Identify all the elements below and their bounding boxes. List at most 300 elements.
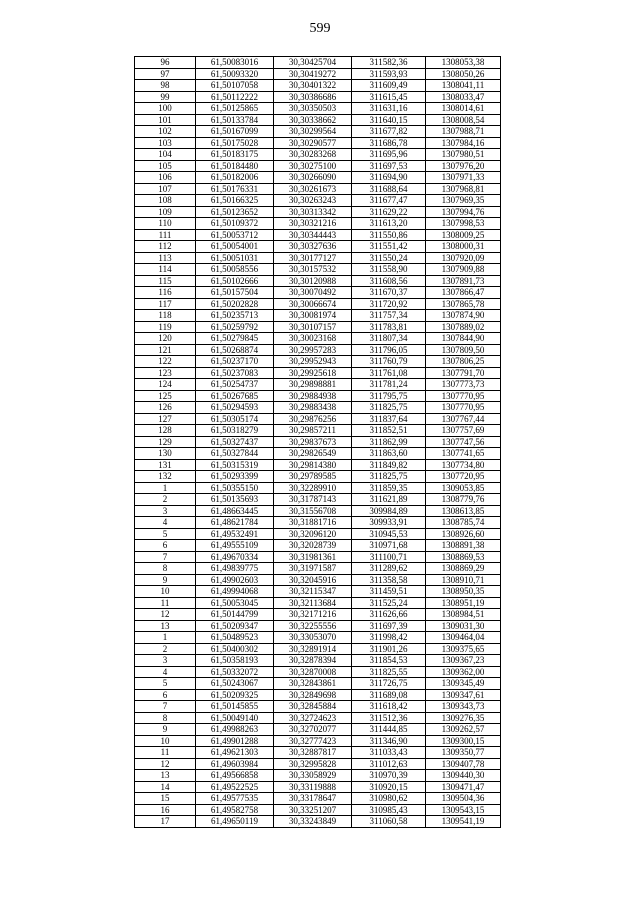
y-coordinate-cell: 1307988,71 — [426, 126, 501, 138]
point-number-cell: 2 — [135, 494, 196, 506]
latitude-cell: 61,50318279 — [196, 425, 274, 437]
table-row — [135, 655, 501, 667]
y-coordinate-cell: 1308891,38 — [426, 540, 501, 552]
point-number-cell: 98 — [135, 80, 196, 92]
latitude-cell: 61,50109372 — [196, 218, 274, 230]
y-coordinate-cell: 1308008,54 — [426, 114, 501, 126]
longitude-cell: 30,30350503 — [274, 103, 352, 115]
longitude-cell: 30,31881716 — [274, 517, 352, 529]
x-coordinate-cell: 311694,90 — [352, 172, 426, 184]
longitude-cell: 30,30157532 — [274, 264, 352, 276]
point-number-cell: 8 — [135, 712, 196, 724]
x-coordinate-cell: 311796,05 — [352, 344, 426, 356]
x-coordinate-cell: 311626,66 — [352, 609, 426, 621]
x-coordinate-cell: 311346,90 — [352, 735, 426, 747]
latitude-cell: 61,50209325 — [196, 689, 274, 701]
x-coordinate-cell: 311629,22 — [352, 206, 426, 218]
latitude-cell: 61,50332072 — [196, 666, 274, 678]
x-coordinate-cell: 309933,91 — [352, 517, 426, 529]
table-row — [135, 666, 501, 678]
y-coordinate-cell: 1308050,26 — [426, 68, 501, 80]
point-number-cell: 10 — [135, 586, 196, 598]
x-coordinate-cell: 311686,78 — [352, 137, 426, 149]
latitude-cell: 61,49555109 — [196, 540, 274, 552]
longitude-cell: 30,29857211 — [274, 425, 352, 437]
latitude-cell: 61,50133784 — [196, 114, 274, 126]
x-coordinate-cell: 311670,37 — [352, 287, 426, 299]
table-row — [135, 735, 501, 747]
latitude-cell: 61,50209347 — [196, 620, 274, 632]
x-coordinate-cell: 311550,86 — [352, 229, 426, 241]
point-number-cell: 126 — [135, 402, 196, 414]
latitude-cell: 61,49577535 — [196, 793, 274, 805]
table-row — [135, 804, 501, 816]
point-number-cell: 8 — [135, 563, 196, 575]
point-number-cell: 123 — [135, 367, 196, 379]
y-coordinate-cell: 1307968,81 — [426, 183, 501, 195]
point-number-cell: 101 — [135, 114, 196, 126]
table-row — [135, 563, 501, 575]
table-row — [135, 609, 501, 621]
point-number-cell: 96 — [135, 57, 196, 69]
latitude-cell: 61,49621303 — [196, 747, 274, 759]
x-coordinate-cell: 311677,82 — [352, 126, 426, 138]
latitude-cell: 61,50182006 — [196, 172, 274, 184]
table-row — [135, 597, 501, 609]
latitude-cell: 61,50176331 — [196, 183, 274, 195]
y-coordinate-cell: 1309347,61 — [426, 689, 501, 701]
point-number-cell: 4 — [135, 666, 196, 678]
latitude-cell: 61,50327437 — [196, 436, 274, 448]
y-coordinate-cell: 1307984,16 — [426, 137, 501, 149]
point-number-cell: 117 — [135, 298, 196, 310]
table-row — [135, 505, 501, 517]
x-coordinate-cell: 311807,34 — [352, 333, 426, 345]
table-row — [135, 482, 501, 494]
table-row — [135, 758, 501, 770]
y-coordinate-cell: 1309541,19 — [426, 816, 501, 828]
table-row — [135, 632, 501, 644]
table-row — [135, 379, 501, 391]
latitude-cell: 61,50123652 — [196, 206, 274, 218]
table-row — [135, 367, 501, 379]
y-coordinate-cell: 1307809,50 — [426, 344, 501, 356]
point-number-cell: 107 — [135, 183, 196, 195]
table-row — [135, 195, 501, 207]
latitude-cell: 61,49532491 — [196, 528, 274, 540]
x-coordinate-cell: 311618,42 — [352, 701, 426, 713]
y-coordinate-cell: 1309350,77 — [426, 747, 501, 759]
latitude-cell: 61,50144799 — [196, 609, 274, 621]
x-coordinate-cell: 311998,42 — [352, 632, 426, 644]
longitude-cell: 30,30425704 — [274, 57, 352, 69]
longitude-cell: 30,32845884 — [274, 701, 352, 713]
longitude-cell: 30,30321216 — [274, 218, 352, 230]
longitude-cell: 30,32887817 — [274, 747, 352, 759]
x-coordinate-cell: 311525,24 — [352, 597, 426, 609]
point-number-cell: 114 — [135, 264, 196, 276]
table-row — [135, 402, 501, 414]
table-row — [135, 126, 501, 138]
longitude-cell: 30,32289910 — [274, 482, 352, 494]
table-row — [135, 770, 501, 782]
table-row — [135, 57, 501, 69]
latitude-cell: 61,50293399 — [196, 471, 274, 483]
table-row — [135, 643, 501, 655]
latitude-cell: 61,50294593 — [196, 402, 274, 414]
y-coordinate-cell: 1308926,60 — [426, 528, 501, 540]
point-number-cell: 112 — [135, 241, 196, 253]
point-number-cell: 100 — [135, 103, 196, 115]
longitude-cell: 30,33058929 — [274, 770, 352, 782]
x-coordinate-cell: 311720,92 — [352, 298, 426, 310]
y-coordinate-cell: 1309053,85 — [426, 482, 501, 494]
y-coordinate-cell: 1307969,35 — [426, 195, 501, 207]
x-coordinate-cell: 311854,53 — [352, 655, 426, 667]
longitude-cell: 30,31971587 — [274, 563, 352, 575]
x-coordinate-cell: 311726,75 — [352, 678, 426, 690]
longitude-cell: 30,30290577 — [274, 137, 352, 149]
point-number-cell: 6 — [135, 540, 196, 552]
x-coordinate-cell: 311859,35 — [352, 482, 426, 494]
x-coordinate-cell: 310971,68 — [352, 540, 426, 552]
longitude-cell: 30,30275100 — [274, 160, 352, 172]
table-row — [135, 356, 501, 368]
table-row — [135, 206, 501, 218]
x-coordinate-cell: 310980,62 — [352, 793, 426, 805]
x-coordinate-cell: 311608,56 — [352, 275, 426, 287]
longitude-cell: 30,32724623 — [274, 712, 352, 724]
latitude-cell: 61,49650119 — [196, 816, 274, 828]
point-number-cell: 3 — [135, 655, 196, 667]
longitude-cell: 30,32045916 — [274, 574, 352, 586]
y-coordinate-cell: 1307866,47 — [426, 287, 501, 299]
table-row — [135, 701, 501, 713]
y-coordinate-cell: 1307773,73 — [426, 379, 501, 391]
y-coordinate-cell: 1309276,35 — [426, 712, 501, 724]
table-row — [135, 160, 501, 172]
latitude-cell: 61,50279845 — [196, 333, 274, 345]
longitude-cell: 30,29898881 — [274, 379, 352, 391]
x-coordinate-cell: 311697,39 — [352, 620, 426, 632]
longitude-cell: 30,29957283 — [274, 344, 352, 356]
point-number-cell: 132 — [135, 471, 196, 483]
table-row — [135, 149, 501, 161]
x-coordinate-cell: 311677,47 — [352, 195, 426, 207]
longitude-cell: 30,32028739 — [274, 540, 352, 552]
y-coordinate-cell: 1308869,53 — [426, 551, 501, 563]
point-number-cell: 131 — [135, 459, 196, 471]
y-coordinate-cell: 1307909,88 — [426, 264, 501, 276]
table-row — [135, 218, 501, 230]
longitude-cell: 30,33243849 — [274, 816, 352, 828]
point-number-cell: 125 — [135, 390, 196, 402]
longitude-cell: 30,31556708 — [274, 505, 352, 517]
table-row — [135, 275, 501, 287]
y-coordinate-cell: 1309345,49 — [426, 678, 501, 690]
latitude-cell: 61,50054001 — [196, 241, 274, 253]
y-coordinate-cell: 1308041,11 — [426, 80, 501, 92]
x-coordinate-cell: 311697,53 — [352, 160, 426, 172]
x-coordinate-cell: 311757,34 — [352, 310, 426, 322]
point-number-cell: 116 — [135, 287, 196, 299]
x-coordinate-cell: 311901,26 — [352, 643, 426, 655]
y-coordinate-cell: 1309504,36 — [426, 793, 501, 805]
y-coordinate-cell: 1307767,44 — [426, 413, 501, 425]
point-number-cell: 118 — [135, 310, 196, 322]
coordinates-table — [134, 56, 501, 828]
latitude-cell: 61,48663445 — [196, 505, 274, 517]
latitude-cell: 61,50145855 — [196, 701, 274, 713]
latitude-cell: 61,50112222 — [196, 91, 274, 103]
y-coordinate-cell: 1307806,25 — [426, 356, 501, 368]
y-coordinate-cell: 1307844,90 — [426, 333, 501, 345]
x-coordinate-cell: 311862,99 — [352, 436, 426, 448]
point-number-cell: 6 — [135, 689, 196, 701]
point-number-cell: 124 — [135, 379, 196, 391]
point-number-cell: 13 — [135, 770, 196, 782]
longitude-cell: 30,30066674 — [274, 298, 352, 310]
point-number-cell: 119 — [135, 321, 196, 333]
y-coordinate-cell: 1309362,00 — [426, 666, 501, 678]
table-row — [135, 494, 501, 506]
y-coordinate-cell: 1307920,09 — [426, 252, 501, 264]
table-row — [135, 459, 501, 471]
table-row — [135, 793, 501, 805]
longitude-cell: 30,29884938 — [274, 390, 352, 402]
table-row — [135, 264, 501, 276]
latitude-cell: 61,50254737 — [196, 379, 274, 391]
table-row — [135, 68, 501, 80]
table-row — [135, 436, 501, 448]
longitude-cell: 30,29883438 — [274, 402, 352, 414]
latitude-cell: 61,50243067 — [196, 678, 274, 690]
longitude-cell: 30,30177127 — [274, 252, 352, 264]
longitude-cell: 30,32702077 — [274, 724, 352, 736]
x-coordinate-cell: 311825,55 — [352, 666, 426, 678]
point-number-cell: 9 — [135, 724, 196, 736]
point-number-cell: 7 — [135, 551, 196, 563]
x-coordinate-cell: 311358,58 — [352, 574, 426, 586]
point-number-cell: 1 — [135, 482, 196, 494]
latitude-cell: 61,50358193 — [196, 655, 274, 667]
table-row — [135, 287, 501, 299]
x-coordinate-cell: 311781,24 — [352, 379, 426, 391]
x-coordinate-cell: 311613,20 — [352, 218, 426, 230]
latitude-cell: 61,49522525 — [196, 781, 274, 793]
point-number-cell: 16 — [135, 804, 196, 816]
point-number-cell: 5 — [135, 678, 196, 690]
x-coordinate-cell: 311459,51 — [352, 586, 426, 598]
latitude-cell: 61,50051031 — [196, 252, 274, 264]
x-coordinate-cell: 311582,36 — [352, 57, 426, 69]
x-coordinate-cell: 310945,53 — [352, 528, 426, 540]
longitude-cell: 30,30266090 — [274, 172, 352, 184]
x-coordinate-cell: 311550,24 — [352, 252, 426, 264]
x-coordinate-cell: 310920,15 — [352, 781, 426, 793]
y-coordinate-cell: 1307889,02 — [426, 321, 501, 333]
y-coordinate-cell: 1307998,53 — [426, 218, 501, 230]
y-coordinate-cell: 1308950,35 — [426, 586, 501, 598]
latitude-cell: 61,50268874 — [196, 344, 274, 356]
longitude-cell: 30,32255556 — [274, 620, 352, 632]
x-coordinate-cell: 311100,71 — [352, 551, 426, 563]
table-row — [135, 80, 501, 92]
point-number-cell: 12 — [135, 609, 196, 621]
latitude-cell: 61,50489523 — [196, 632, 274, 644]
longitude-cell: 30,30419272 — [274, 68, 352, 80]
longitude-cell: 30,32995828 — [274, 758, 352, 770]
table-row — [135, 471, 501, 483]
y-coordinate-cell: 1307734,80 — [426, 459, 501, 471]
longitude-cell: 30,30120988 — [274, 275, 352, 287]
point-number-cell: 9 — [135, 574, 196, 586]
longitude-cell: 30,30386686 — [274, 91, 352, 103]
y-coordinate-cell: 1309300,15 — [426, 735, 501, 747]
y-coordinate-cell: 1309464,04 — [426, 632, 501, 644]
x-coordinate-cell: 311825,75 — [352, 471, 426, 483]
y-coordinate-cell: 1308613,85 — [426, 505, 501, 517]
longitude-cell: 30,29814380 — [274, 459, 352, 471]
point-number-cell: 14 — [135, 781, 196, 793]
x-coordinate-cell: 311695,96 — [352, 149, 426, 161]
x-coordinate-cell: 311837,64 — [352, 413, 426, 425]
y-coordinate-cell: 1309440,30 — [426, 770, 501, 782]
point-number-cell: 110 — [135, 218, 196, 230]
x-coordinate-cell: 311615,45 — [352, 91, 426, 103]
x-coordinate-cell: 311060,58 — [352, 816, 426, 828]
page-number: 599 — [309, 21, 331, 36]
point-number-cell: 5 — [135, 528, 196, 540]
latitude-cell: 61,50157504 — [196, 287, 274, 299]
table-row — [135, 172, 501, 184]
latitude-cell: 61,50305174 — [196, 413, 274, 425]
longitude-cell: 30,32096120 — [274, 528, 352, 540]
latitude-cell: 61,49994068 — [196, 586, 274, 598]
latitude-cell: 61,50049140 — [196, 712, 274, 724]
y-coordinate-cell: 1308785,74 — [426, 517, 501, 529]
y-coordinate-cell: 1308869,29 — [426, 563, 501, 575]
latitude-cell: 61,50183175 — [196, 149, 274, 161]
point-number-cell: 105 — [135, 160, 196, 172]
latitude-cell: 61,49582758 — [196, 804, 274, 816]
longitude-cell: 30,33053070 — [274, 632, 352, 644]
longitude-cell: 30,29876256 — [274, 413, 352, 425]
x-coordinate-cell: 311593,93 — [352, 68, 426, 80]
latitude-cell: 61,50237170 — [196, 356, 274, 368]
latitude-cell: 61,50107058 — [196, 80, 274, 92]
coordinates-table-body — [135, 57, 501, 828]
table-row — [135, 574, 501, 586]
y-coordinate-cell: 1309375,65 — [426, 643, 501, 655]
y-coordinate-cell: 1307980,51 — [426, 149, 501, 161]
latitude-cell: 61,50083016 — [196, 57, 274, 69]
table-row — [135, 333, 501, 345]
x-coordinate-cell: 310985,43 — [352, 804, 426, 816]
point-number-cell: 17 — [135, 816, 196, 828]
latitude-cell: 61,50327844 — [196, 448, 274, 460]
point-number-cell: 11 — [135, 747, 196, 759]
x-coordinate-cell: 311761,08 — [352, 367, 426, 379]
x-coordinate-cell: 310970,39 — [352, 770, 426, 782]
point-number-cell: 122 — [135, 356, 196, 368]
y-coordinate-cell: 1307757,69 — [426, 425, 501, 437]
point-number-cell: 104 — [135, 149, 196, 161]
point-number-cell: 109 — [135, 206, 196, 218]
longitude-cell: 30,30313342 — [274, 206, 352, 218]
y-coordinate-cell: 1307865,78 — [426, 298, 501, 310]
longitude-cell: 30,30401322 — [274, 80, 352, 92]
latitude-cell: 61,50058556 — [196, 264, 274, 276]
table-row — [135, 344, 501, 356]
y-coordinate-cell: 1308000,31 — [426, 241, 501, 253]
latitude-cell: 61,49566858 — [196, 770, 274, 782]
longitude-cell: 30,30327636 — [274, 241, 352, 253]
y-coordinate-cell: 1307747,56 — [426, 436, 501, 448]
point-number-cell: 120 — [135, 333, 196, 345]
point-number-cell: 113 — [135, 252, 196, 264]
table-row — [135, 528, 501, 540]
longitude-cell: 30,32777423 — [274, 735, 352, 747]
point-number-cell: 13 — [135, 620, 196, 632]
latitude-cell: 61,49901288 — [196, 735, 274, 747]
table-row — [135, 310, 501, 322]
latitude-cell: 61,50166325 — [196, 195, 274, 207]
x-coordinate-cell: 311631,16 — [352, 103, 426, 115]
x-coordinate-cell: 311289,62 — [352, 563, 426, 575]
point-number-cell: 4 — [135, 517, 196, 529]
x-coordinate-cell: 311640,15 — [352, 114, 426, 126]
y-coordinate-cell: 1307891,73 — [426, 275, 501, 287]
table-row — [135, 517, 501, 529]
x-coordinate-cell: 311551,42 — [352, 241, 426, 253]
y-coordinate-cell: 1309407,78 — [426, 758, 501, 770]
x-coordinate-cell: 311033,43 — [352, 747, 426, 759]
table-row — [135, 91, 501, 103]
table-row — [135, 137, 501, 149]
longitude-cell: 30,29826549 — [274, 448, 352, 460]
point-number-cell: 121 — [135, 344, 196, 356]
longitude-cell: 30,30023168 — [274, 333, 352, 345]
y-coordinate-cell: 1307770,95 — [426, 390, 501, 402]
x-coordinate-cell: 311863,60 — [352, 448, 426, 460]
y-coordinate-cell: 1308984,51 — [426, 609, 501, 621]
longitude-cell: 30,31787143 — [274, 494, 352, 506]
table-row — [135, 448, 501, 460]
longitude-cell: 30,32171216 — [274, 609, 352, 621]
y-coordinate-cell: 1309262,57 — [426, 724, 501, 736]
longitude-cell: 30,31981361 — [274, 551, 352, 563]
point-number-cell: 128 — [135, 425, 196, 437]
point-number-cell: 106 — [135, 172, 196, 184]
latitude-cell: 61,50355150 — [196, 482, 274, 494]
x-coordinate-cell: 311012,63 — [352, 758, 426, 770]
longitude-cell: 30,30081974 — [274, 310, 352, 322]
y-coordinate-cell: 1307971,33 — [426, 172, 501, 184]
y-coordinate-cell: 1307976,20 — [426, 160, 501, 172]
y-coordinate-cell: 1307874,90 — [426, 310, 501, 322]
table-row — [135, 816, 501, 828]
point-number-cell: 108 — [135, 195, 196, 207]
y-coordinate-cell: 1309543,15 — [426, 804, 501, 816]
point-number-cell: 111 — [135, 229, 196, 241]
latitude-cell: 61,50053045 — [196, 597, 274, 609]
table-row — [135, 712, 501, 724]
point-number-cell: 1 — [135, 632, 196, 644]
longitude-cell: 30,32115347 — [274, 586, 352, 598]
longitude-cell: 30,30261673 — [274, 183, 352, 195]
latitude-cell: 61,50102666 — [196, 275, 274, 287]
